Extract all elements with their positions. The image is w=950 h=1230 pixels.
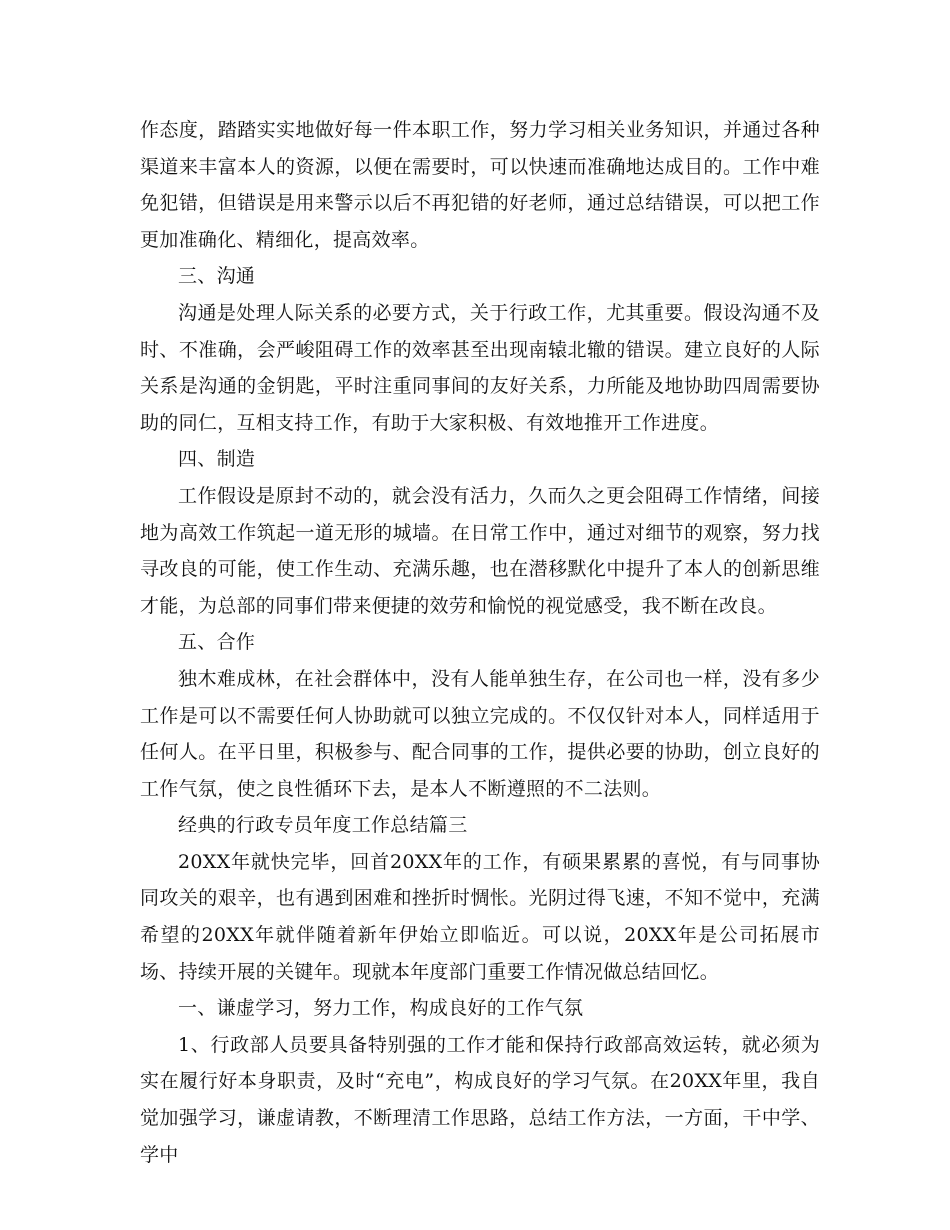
paragraph-cooperation: 独木难成林，在社会群体中，没有人能单独生存，在公司也一样，没有多少工作是可以不需要任何人协助就可以独立完成的。不仅仅针对本人，同样适用于任何人。在平日里，积极参与、配合同事的工作，提供必要的协助，创立良好的工作气氛，使之良性循环下去，是本人不断遵照的不二法则。 — [140, 667, 820, 800]
section-heading-learning: 一、谦虚学习，努力工作，构成良好的工作气氛 — [178, 997, 584, 1020]
paragraph-year-intro: 20XX年就快完毕，回首20XX年的工作，有硕果累累的喜悦，有与同事协同攻关的艰辛，也有遇到困难和挫折时惆怅。光阴过得飞速，不知不觉中，充满希望的20XX年就伴随着新年伊始立即临近。可以说，20XX年是公司拓展市场、持续开展的关键年。现就本年度部门重要工作情况做总结回忆。 — [140, 850, 820, 983]
section-heading-cooperation: 五、合作 — [178, 631, 256, 654]
paragraph-learning-point-1: 1、行政部人员要具备特别强的工作才能和保持行政部高效运转，就必须为实在履行好本身职责，及时“充电”，构成良好的学习气氛。在20XX年里，我自觉加强学习，谦虚请教，不断理清工作思路，总结工作方法，一方面，干中学、学中 — [140, 1033, 820, 1166]
section-heading-creation: 四、制造 — [178, 448, 256, 471]
paragraph-creation: 工作假设是原封不动的，就会没有活力，久而久之更会阻碍工作情绪，间接地为高效工作筑起一道无形的城墙。在日常工作中，通过对细节的观察，努力找寻改良的可能，使工作生动、充满乐趣，也在潜移默化中提升了本人的创新思维才能，为总部的同事们带来便捷的效劳和愉悦的视觉感受，我不断在改良。 — [140, 484, 820, 617]
article-title-part-three: 经典的行政专员年度工作总结篇三 — [178, 814, 468, 837]
section-heading-communication: 三、沟通 — [178, 265, 256, 288]
document-body — [140, 112, 820, 1173]
paragraph-work-attitude: 作态度，踏踏实实地做好每一件本职工作，努力学习相关业务知识，并通过各种渠道来丰富本人的资源，以便在需要时，可以快速而准确地达成目的。工作中难免犯错，但错误是用来警示以后不再犯错的好老师，通过总结错误，可以把工作更加准确化、精细化，提高效率。 — [140, 119, 820, 251]
paragraph-communication: 沟通是处理人际关系的必要方式，关于行政工作，尤其重要。假设沟通不及时、不准确，会严峻阻碍工作的效率甚至出现南辕北辙的错误。建立良好的人际关系是沟通的金钥匙，平时注重同事间的友好关系，力所能及地协助四周需要协助的同仁，互相支持工作，有助于大家积极、有效地推开工作进度。 — [140, 301, 820, 434]
